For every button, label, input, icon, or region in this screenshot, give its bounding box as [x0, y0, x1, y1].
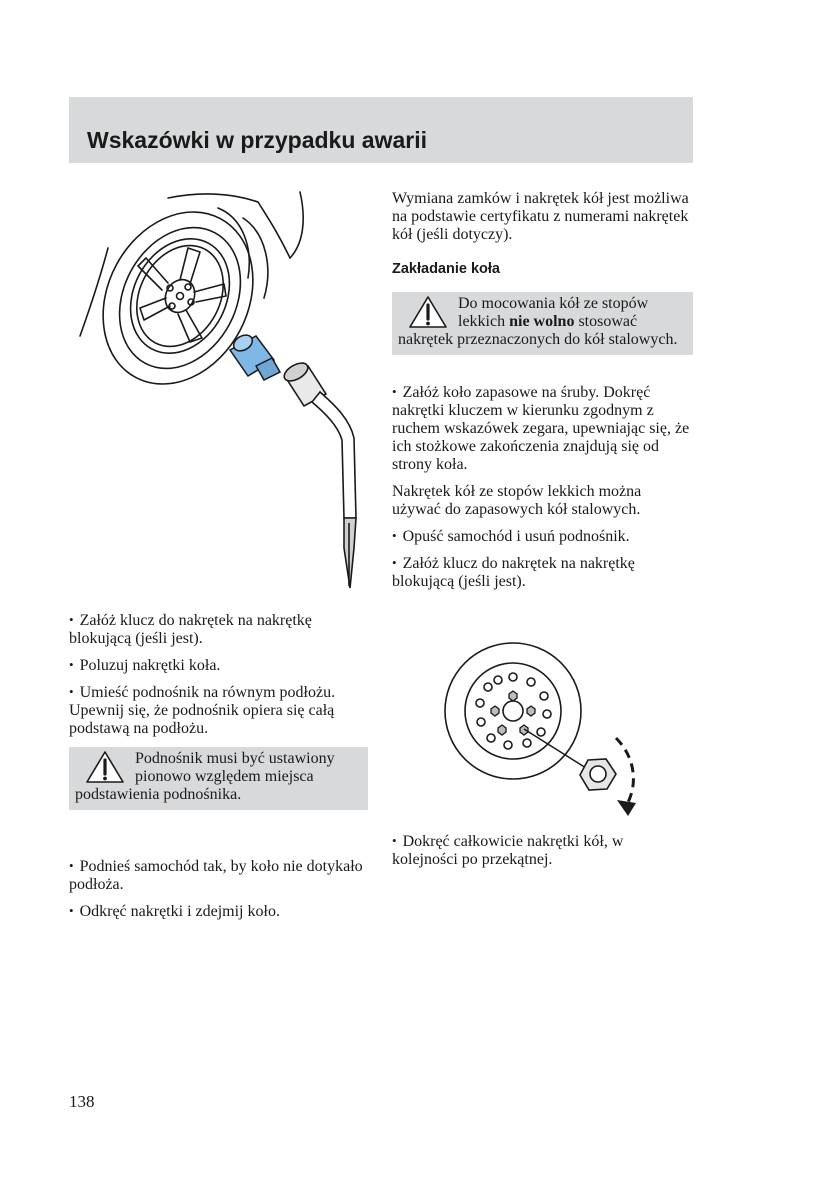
emphasis: nie wolno	[509, 313, 575, 330]
warning-triangle-icon	[408, 295, 448, 329]
warning-box-alloy	[392, 292, 693, 355]
list-item: • Umieść podnośnik na równym podłożu. Upewnij się, że podnośnik opiera się całą podstawą na podłożu.	[69, 684, 364, 738]
list-item: • Odkręć nakrętki i zdejmij koło.	[69, 903, 364, 921]
warning-text: Podnośnik musi być ustawiony pionowo względem miejsca podstawienia podnośnika.	[75, 750, 335, 803]
list-item: • Załóż klucz do nakrętek na nakrętkę blokującą (jeśli jest).	[69, 612, 364, 648]
list-item: • Załóż klucz do nakrętek na nakrętkę blokującą (jeśli jest).	[392, 555, 694, 591]
warning-text: Do mocowania kół ze stopów lekkich nie wolno stosować nakrętek przeznaczonych do kół stalowych.	[398, 295, 678, 348]
right-column	[392, 190, 694, 600]
section-subheading: Zakładanie koła	[392, 261, 500, 277]
list-item: • Załóż koło zapasowe na śruby. Dokręć nakrętki kluczem w kierunku zgodnym z ruchem wskazówek zegara, upewniając się, że ich stożkowe zakończenia znajdują się od strony koła.	[392, 384, 694, 474]
intro-paragraph: Wymiana zamków i nakrętek kół jest możliwa na podstawie certyfikatu z numerami nakrętek kół (jeśli dotyczy).	[392, 190, 689, 243]
warning-triangle-icon	[85, 750, 125, 784]
list-item: • Podnieś samochód tak, by koło nie dotykało podłoża.	[69, 858, 364, 894]
section-header	[69, 97, 693, 163]
warning-box-jack	[69, 747, 368, 810]
wheel-nut-tightening-illustration	[440, 640, 655, 825]
list-item: • Opuść samochód i usuń podnośnik.	[392, 528, 694, 546]
note-paragraph: Nakrętek kół ze stopów lekkich można używać do zapasowych kół stalowych.	[392, 483, 642, 518]
page-title: Wskazówki w przypadku awarii	[87, 127, 427, 153]
left-column	[69, 612, 364, 930]
page-number: 138	[69, 1092, 95, 1111]
list-item: • Poluzuj nakrętki koła.	[69, 657, 364, 675]
list-item: • Dokręć całkowicie nakrętki kół, w kolejności po przekątnej.	[392, 833, 692, 869]
wheel-wrench-illustration	[68, 188, 368, 598]
right-column-bottom	[392, 833, 692, 878]
